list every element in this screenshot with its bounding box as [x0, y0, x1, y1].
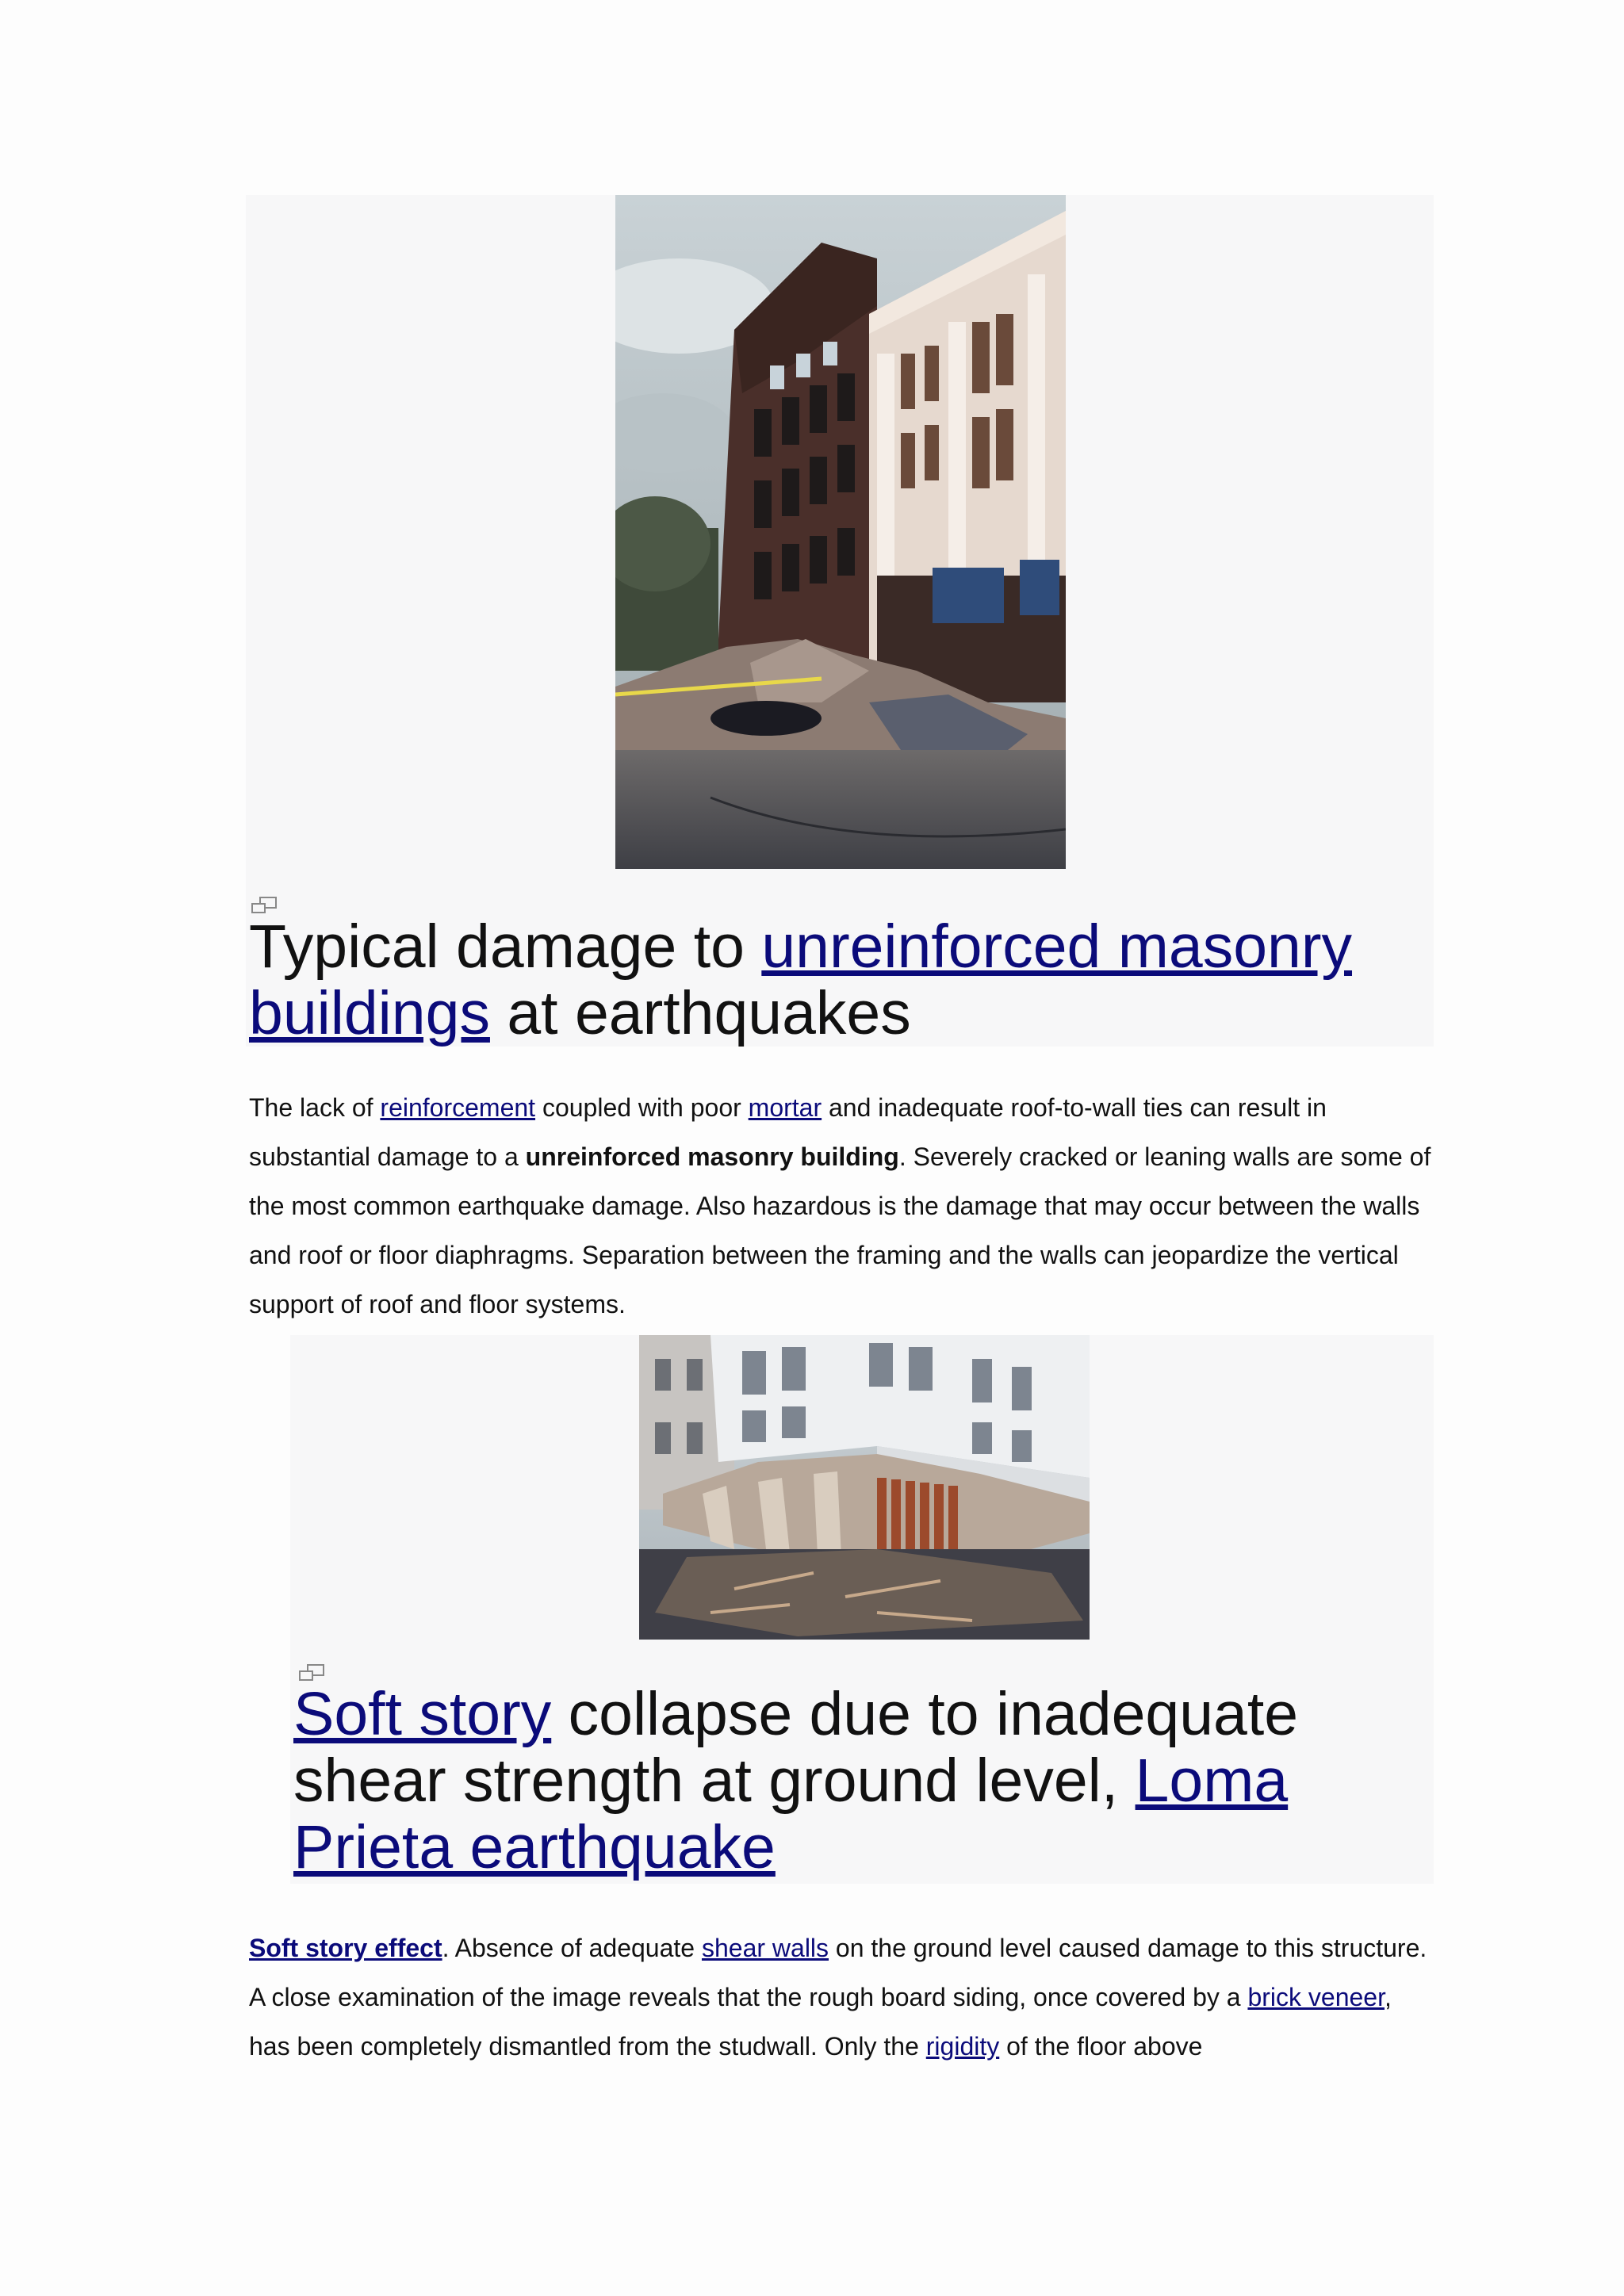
text-run: coupled with poor	[535, 1093, 749, 1122]
text-run: . Absence of adequate	[442, 1934, 702, 1962]
soft-story-link[interactable]: Soft story	[293, 1680, 552, 1748]
rigidity-link[interactable]: rigidity	[925, 2032, 1000, 2061]
text-run: on the ground level caused damage to this structure. A close examination of the image reveals that the rough board siding, once covered by a	[249, 1934, 1427, 2011]
caption-text: at earthquakes	[489, 979, 911, 1047]
soft-story-photo[interactable]	[639, 1335, 1090, 1640]
text-run: , has been completely dismantled from the studwall. Only the	[249, 1983, 1392, 2061]
masonry-damage-photo[interactable]	[615, 195, 1066, 869]
figure-soft-story	[290, 1335, 1434, 1884]
reinforcement-link[interactable]: reinforcement	[380, 1093, 536, 1122]
brick-veneer-link[interactable]: brick veneer	[1247, 1983, 1385, 2011]
soft-story-image	[639, 1335, 1090, 1640]
text-run: . Severely cracked or leaning walls are some of the most common earthquake damage. Also hazardous is the damage that may occur between the walls and roof or floor diaphragms. Separation between the framing and the walls can jeopardize the vertical support of roof and floor systems.	[249, 1142, 1431, 1318]
unreinforced-masonry-link[interactable]: unreinforced masonry buildings	[249, 913, 1353, 1047]
caption-text: Typical damage to	[249, 913, 762, 981]
soft-story-effect-link[interactable]	[249, 1934, 442, 1962]
bold-link-text: Soft story effect	[249, 1934, 442, 1962]
text-run: and inadequate roof-to-wall ties can result in substantial damage to a	[249, 1093, 1327, 1171]
figure-caption	[293, 1681, 1419, 1881]
paragraph-soft-story	[249, 1923, 1438, 2071]
loma-prieta-earthquake-link[interactable]: Loma Prieta earthquake	[293, 1747, 1289, 1881]
bold-term: unreinforced masonry building	[525, 1142, 899, 1171]
masonry-damage-image	[615, 195, 1066, 869]
text-run: of the floor above	[999, 2032, 1203, 2061]
text-run: The lack of	[249, 1093, 381, 1122]
mortar-link[interactable]: mortar	[748, 1093, 822, 1122]
paragraph-masonry	[249, 1083, 1438, 1329]
caption-text: collapse due to inadequate shear strength at ground level,	[293, 1680, 1299, 1815]
shear-walls-link[interactable]: shear walls	[701, 1934, 829, 1962]
figure-caption	[249, 913, 1423, 1047]
figure-unreinforced-masonry	[246, 195, 1434, 1047]
